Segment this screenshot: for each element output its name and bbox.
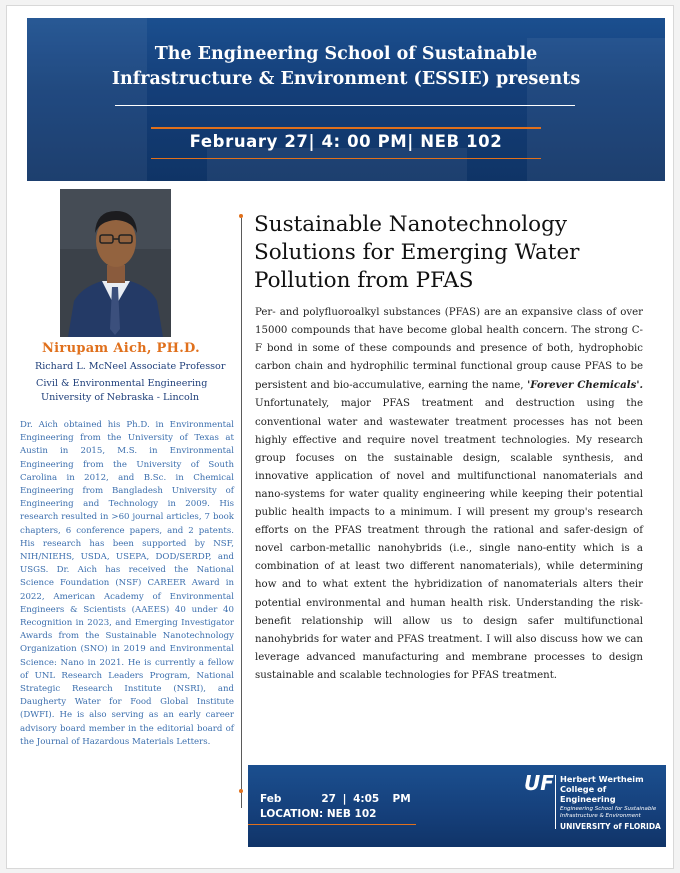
college-line2: College of Engineering [560, 784, 616, 804]
footer-banner [248, 765, 666, 847]
abstract-part2: Unfortunately, major PFAS treatment and destruction using the conventional water and wastewater treatment processes has not been highly effective and require novel treatment technologies. My research group focuses on the sustainable design, scalable synthesis, and innovative application of novel and multifunctional nanomaterials and nano-systems for water quality engineering while keeping their potential public health impacts to a minimum. I will present my group's research efforts on the PFAS treatment through the rational and safer-design of novel carbon-metallic nanohybrids (i.e., single nano-entity which is a combination of at least two different nanomaterials), while determining how and to what extent the hybridization of nanomaterials alters their potential environmental and human health risk. Understanding the risk-benefit relationship will allow us to design safer multifunctional nanohybrids for water and PFAS treatment. I will also discuss how we can leverage advanced manufacturing and membrane processes to design sustainable and scalable technologies for PFAS treatment. [255, 398, 643, 681]
divider-dot-top [239, 214, 243, 218]
header-accent-rule-top [151, 127, 541, 129]
abstract-part1: Per- and polyfluoroalkyl substances (PFAS) are an expansive class of over 15000 compounds that have become global health concern. The strong C-F bond in some of these compounds and presence of both, hydrophobic carbon chain and hydrophilic terminal functional group cause PFAS to be persistent and bio-accumulative, earning the name, [255, 307, 643, 392]
footer-date-time: Feb 27 | 4:05 PM [260, 793, 411, 805]
college-line1: Herbert Wertheim [560, 774, 644, 784]
header-date-time: February 27| 4: 00 PM| NEB 102 [189, 132, 503, 151]
footer-location: LOCATION: NEB 102 [260, 808, 377, 820]
school-line: Engineering School for Sustainable Infrastructure & Environment [560, 806, 657, 819]
speaker-university: University of Nebraska - Lincoln [41, 392, 200, 403]
logo-divider [555, 775, 556, 829]
divider-dot-bottom [239, 789, 243, 793]
speaker-portrait-image [60, 189, 171, 337]
speaker-bio: Dr. Aich obtained his Ph.D. in Environmental Engineering from the University of Texas at Austin in 2015, M.S. in Environmental Engineering from the University of South Carolina in 2012, and B.Sc. in Chemical Engineering from Bangladesh University of Engineering and Technology in 2009. His research resulted in >60 journal articles, 7 book chapters, 6 conference papers, and 2 patents. His research has been supported by NSF, NIH/NIEHS, USDA, USEPA, DOD/SERDP, and USGS. Dr. Aich has received the National Science Foundation (NSF) CAREER Award in 2022, American Academy of Environmental Engineers & Scientists (AAEES) 40 under 40 Recognition in 2023, and Emerging Investigator Awards from the Sustainable Nanotechnology Organization (SNO) in 2019 and Environmental Science: Nano in 2021. He is currently a fellow of UNL Research Leaders Program, National Strategic Research Institute (NSRI), and Daugherty Water for Food Global Institute (DWFI). He is also serving as an early career advisory board member in the editorial board of the Journal of Hazardous Materials Letters. [20, 420, 234, 747]
talk-title-line2: Solutions for Emerging Water [254, 240, 580, 265]
speaker-position: Richard L. McNeel Associate Professor [35, 361, 226, 372]
uf-logo-mark: UF [524, 771, 554, 795]
footer-accent-rule [248, 824, 416, 825]
talk-abstract [255, 304, 643, 685]
header-accent-rule-bottom [151, 158, 541, 159]
talk-title [254, 211, 654, 295]
flyer-page [6, 5, 674, 869]
abstract-emphasis: 'Forever Chemicals'. [527, 379, 643, 392]
header-title-line2: Infrastructure & Environment (ESSIE) presents [111, 69, 581, 89]
vertical-divider [241, 218, 242, 808]
talk-title-line1: Sustainable Nanotechnology [254, 212, 567, 237]
header-banner [27, 18, 665, 181]
speaker-department: Civil & Environmental Engineering [36, 378, 208, 389]
university-line: UNIVERSITY of FLORIDA [560, 822, 661, 831]
speaker-photo [60, 189, 171, 337]
header-divider [115, 105, 575, 106]
college-logo-text [560, 774, 664, 832]
speaker-name: Nirupam Aich, PH.D. [42, 341, 200, 356]
talk-title-line3: Pollution from PFAS [254, 268, 474, 293]
header-title [27, 42, 665, 92]
header-title-line1: The Engineering School of Sustainable [154, 44, 538, 64]
